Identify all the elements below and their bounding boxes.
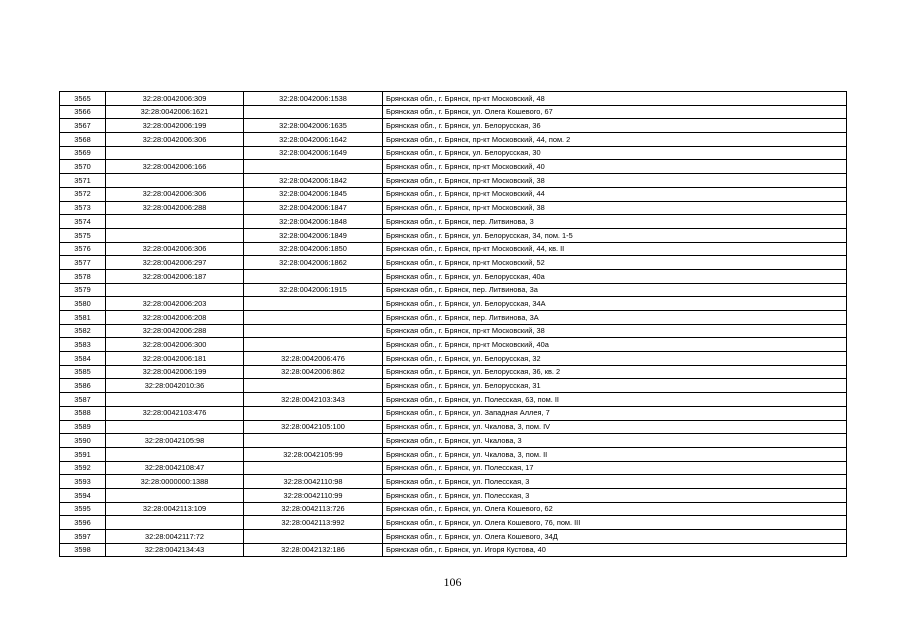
land-cadastral-number-cell: 32:28:0042006:306	[106, 187, 244, 201]
address-cell: Брянская обл., г. Брянск, ул. Белорусская, 34А	[383, 297, 847, 311]
address-cell: Брянская обл., г. Брянск, ул. Полесская, 63, пом. II	[383, 393, 847, 407]
address-cell: Брянская обл., г. Брянск, ул. Олега Кошевого, 67	[383, 105, 847, 119]
address-cell: Брянская обл., г. Брянск, ул. Олега Кошевого, 34Д	[383, 530, 847, 544]
table-row	[60, 160, 847, 174]
object-cadastral-number-cell: 32:28:0042132:186	[244, 543, 383, 557]
row-number-cell: 3589	[60, 420, 106, 434]
object-cadastral-number-cell: 32:28:0042006:1842	[244, 174, 383, 188]
table-row	[60, 447, 847, 461]
land-cadastral-number-cell: 32:28:0042113:109	[106, 502, 244, 516]
land-cadastral-number-cell: 32:28:0042006:1621	[106, 105, 244, 119]
row-number-cell: 3597	[60, 530, 106, 544]
table-row	[60, 105, 847, 119]
table-row	[60, 92, 847, 106]
land-cadastral-number-cell: 32:28:0042006:297	[106, 256, 244, 270]
table-row	[60, 475, 847, 489]
land-cadastral-number-cell: 32:28:0042006:288	[106, 324, 244, 338]
address-cell: Брянская обл., г. Брянск, пр-кт Московский, 44, пом. 2	[383, 133, 847, 147]
row-number-cell: 3585	[60, 365, 106, 379]
object-cadastral-number-cell: 32:28:0042105:100	[244, 420, 383, 434]
land-cadastral-number-cell: 32:28:0042006:187	[106, 269, 244, 283]
object-cadastral-number-cell: 32:28:0042006:1915	[244, 283, 383, 297]
table-row	[60, 434, 847, 448]
object-cadastral-number-cell	[244, 406, 383, 420]
row-number-cell: 3591	[60, 447, 106, 461]
land-cadastral-number-cell	[106, 420, 244, 434]
object-cadastral-number-cell	[244, 269, 383, 283]
table-row	[60, 242, 847, 256]
object-cadastral-number-cell: 32:28:0042110:98	[244, 475, 383, 489]
land-cadastral-number-cell: 32:28:0042006:181	[106, 352, 244, 366]
land-cadastral-number-cell	[106, 447, 244, 461]
row-number-cell: 3583	[60, 338, 106, 352]
row-number-cell: 3568	[60, 133, 106, 147]
table-row	[60, 516, 847, 530]
object-cadastral-number-cell	[244, 297, 383, 311]
land-cadastral-number-cell: 32:28:0042006:288	[106, 201, 244, 215]
address-cell: Брянская обл., г. Брянск, пр-кт Московский, 38	[383, 324, 847, 338]
land-cadastral-number-cell: 32:28:0042134:43	[106, 543, 244, 557]
land-cadastral-number-cell: 32:28:0042006:208	[106, 311, 244, 325]
address-cell: Брянская обл., г. Брянск, ул. Белорусская, 32	[383, 352, 847, 366]
row-number-cell: 3579	[60, 283, 106, 297]
row-number-cell: 3570	[60, 160, 106, 174]
row-number-cell: 3573	[60, 201, 106, 215]
table-row	[60, 174, 847, 188]
address-cell: Брянская обл., г. Брянск, ул. Белорусская, 34, пом. 1-5	[383, 228, 847, 242]
address-cell: Брянская обл., г. Брянск, ул. Белорусская, 40а	[383, 269, 847, 283]
table-row	[60, 379, 847, 393]
land-cadastral-number-cell	[106, 488, 244, 502]
address-cell: Брянская обл., г. Брянск, пер. Литвинова, 3А	[383, 311, 847, 325]
object-cadastral-number-cell: 32:28:0042006:1642	[244, 133, 383, 147]
object-cadastral-number-cell: 32:28:0042006:476	[244, 352, 383, 366]
table-row	[60, 530, 847, 544]
table-row	[60, 461, 847, 475]
object-cadastral-number-cell: 32:28:0042113:992	[244, 516, 383, 530]
object-cadastral-number-cell: 32:28:0042006:1849	[244, 228, 383, 242]
row-number-cell: 3580	[60, 297, 106, 311]
object-cadastral-number-cell	[244, 105, 383, 119]
table-row	[60, 502, 847, 516]
table-row	[60, 119, 847, 133]
land-cadastral-number-cell: 32:28:0042006:199	[106, 365, 244, 379]
table-row	[60, 201, 847, 215]
address-cell: Брянская обл., г. Брянск, ул. Белорусская, 30	[383, 146, 847, 160]
registry-table	[59, 91, 847, 557]
row-number-cell: 3584	[60, 352, 106, 366]
object-cadastral-number-cell	[244, 530, 383, 544]
object-cadastral-number-cell: 32:28:0042006:1649	[244, 146, 383, 160]
land-cadastral-number-cell	[106, 215, 244, 229]
land-cadastral-number-cell: 32:28:0042117:72	[106, 530, 244, 544]
row-number-cell: 3567	[60, 119, 106, 133]
land-cadastral-number-cell: 32:28:0042006:199	[106, 119, 244, 133]
object-cadastral-number-cell	[244, 434, 383, 448]
object-cadastral-number-cell: 32:28:0042006:1847	[244, 201, 383, 215]
row-number-cell: 3576	[60, 242, 106, 256]
object-cadastral-number-cell	[244, 311, 383, 325]
row-number-cell: 3594	[60, 488, 106, 502]
row-number-cell: 3593	[60, 475, 106, 489]
row-number-cell: 3592	[60, 461, 106, 475]
land-cadastral-number-cell: 32:28:0042108:47	[106, 461, 244, 475]
row-number-cell: 3565	[60, 92, 106, 106]
row-number-cell: 3577	[60, 256, 106, 270]
address-cell: Брянская обл., г. Брянск, ул. Чкалова, 3, пом. II	[383, 447, 847, 461]
row-number-cell: 3595	[60, 502, 106, 516]
object-cadastral-number-cell	[244, 160, 383, 174]
row-number-cell: 3582	[60, 324, 106, 338]
address-cell: Брянская обл., г. Брянск, пр-кт Московский, 38	[383, 201, 847, 215]
table-row	[60, 187, 847, 201]
table-row	[60, 543, 847, 557]
table-row	[60, 269, 847, 283]
address-cell: Брянская обл., г. Брянск, пр-кт Московский, 40	[383, 160, 847, 174]
row-number-cell: 3587	[60, 393, 106, 407]
land-cadastral-number-cell: 32:28:0042006:203	[106, 297, 244, 311]
address-cell: Брянская обл., г. Брянск, ул. Белорусская, 31	[383, 379, 847, 393]
table-row	[60, 256, 847, 270]
object-cadastral-number-cell	[244, 338, 383, 352]
registry-table-body	[60, 92, 847, 557]
land-cadastral-number-cell: 32:28:0042006:306	[106, 242, 244, 256]
object-cadastral-number-cell: 32:28:0042110:99	[244, 488, 383, 502]
table-row	[60, 228, 847, 242]
address-cell: Брянская обл., г. Брянск, ул. Игоря Кустова, 40	[383, 543, 847, 557]
row-number-cell: 3578	[60, 269, 106, 283]
row-number-cell: 3572	[60, 187, 106, 201]
land-cadastral-number-cell	[106, 174, 244, 188]
object-cadastral-number-cell	[244, 461, 383, 475]
address-cell: Брянская обл., г. Брянск, пр-кт Московский, 52	[383, 256, 847, 270]
land-cadastral-number-cell: 32:28:0042105:98	[106, 434, 244, 448]
row-number-cell: 3574	[60, 215, 106, 229]
table-row	[60, 406, 847, 420]
address-cell: Брянская обл., г. Брянск, ул. Чкалова, 3, пом. IV	[383, 420, 847, 434]
table-row	[60, 146, 847, 160]
object-cadastral-number-cell: 32:28:0042006:1538	[244, 92, 383, 106]
table-row	[60, 283, 847, 297]
table-row	[60, 133, 847, 147]
land-cadastral-number-cell: 32:28:0042006:166	[106, 160, 244, 174]
address-cell: Брянская обл., г. Брянск, ул. Олега Кошевого, 62	[383, 502, 847, 516]
row-number-cell: 3569	[60, 146, 106, 160]
row-number-cell: 3571	[60, 174, 106, 188]
land-cadastral-number-cell	[106, 228, 244, 242]
land-cadastral-number-cell: 32:28:0042010:36	[106, 379, 244, 393]
row-number-cell: 3575	[60, 228, 106, 242]
object-cadastral-number-cell: 32:28:0042006:1850	[244, 242, 383, 256]
land-cadastral-number-cell: 32:28:0042103:476	[106, 406, 244, 420]
row-number-cell: 3598	[60, 543, 106, 557]
land-cadastral-number-cell	[106, 283, 244, 297]
address-cell: Брянская обл., г. Брянск, ул. Полесская, 3	[383, 488, 847, 502]
object-cadastral-number-cell: 32:28:0042006:1848	[244, 215, 383, 229]
address-cell: Брянская обл., г. Брянск, пер. Литвинова, 3а	[383, 283, 847, 297]
row-number-cell: 3586	[60, 379, 106, 393]
object-cadastral-number-cell	[244, 324, 383, 338]
land-cadastral-number-cell	[106, 146, 244, 160]
table-row	[60, 324, 847, 338]
address-cell: Брянская обл., г. Брянск, пр-кт Московский, 48	[383, 92, 847, 106]
row-number-cell: 3590	[60, 434, 106, 448]
land-cadastral-number-cell	[106, 393, 244, 407]
object-cadastral-number-cell: 32:28:0042103:343	[244, 393, 383, 407]
table-row	[60, 352, 847, 366]
address-cell: Брянская обл., г. Брянск, ул. Полесская, 3	[383, 475, 847, 489]
land-cadastral-number-cell: 32:28:0042006:309	[106, 92, 244, 106]
page-number: 106	[443, 575, 462, 589]
object-cadastral-number-cell: 32:28:0042006:1845	[244, 187, 383, 201]
address-cell: Брянская обл., г. Брянск, пр-кт Московский, 38	[383, 174, 847, 188]
address-cell: Брянская обл., г. Брянск, пр-кт Московский, 44	[383, 187, 847, 201]
table-row	[60, 365, 847, 379]
land-cadastral-number-cell: 32:28:0042006:300	[106, 338, 244, 352]
table-row	[60, 338, 847, 352]
object-cadastral-number-cell: 32:28:0042006:862	[244, 365, 383, 379]
address-cell: Брянская обл., г. Брянск, пер. Литвинова, 3	[383, 215, 847, 229]
object-cadastral-number-cell: 32:28:0042006:1635	[244, 119, 383, 133]
table-row	[60, 420, 847, 434]
table-row	[60, 393, 847, 407]
address-cell: Брянская обл., г. Брянск, ул. Западная Аллея, 7	[383, 406, 847, 420]
row-number-cell: 3581	[60, 311, 106, 325]
table-row	[60, 311, 847, 325]
land-cadastral-number-cell	[106, 516, 244, 530]
address-cell: Брянская обл., г. Брянск, пр-кт Московский, 40а	[383, 338, 847, 352]
object-cadastral-number-cell: 32:28:0042105:99	[244, 447, 383, 461]
address-cell: Брянская обл., г. Брянск, ул. Белорусская, 36, кв. 2	[383, 365, 847, 379]
address-cell: Брянская обл., г. Брянск, ул. Чкалова, 3	[383, 434, 847, 448]
row-number-cell: 3596	[60, 516, 106, 530]
address-cell: Брянская обл., г. Брянск, ул. Полесская, 17	[383, 461, 847, 475]
object-cadastral-number-cell: 32:28:0042006:1862	[244, 256, 383, 270]
address-cell: Брянская обл., г. Брянск, ул. Олега Кошевого, 76, пом. III	[383, 516, 847, 530]
address-cell: Брянская обл., г. Брянск, ул. Белорусская, 36	[383, 119, 847, 133]
row-number-cell: 3588	[60, 406, 106, 420]
address-cell: Брянская обл., г. Брянск, пр-кт Московский, 44, кв. II	[383, 242, 847, 256]
land-cadastral-number-cell: 32:28:0042006:306	[106, 133, 244, 147]
row-number-cell: 3566	[60, 105, 106, 119]
object-cadastral-number-cell	[244, 379, 383, 393]
table-row	[60, 297, 847, 311]
object-cadastral-number-cell: 32:28:0042113:726	[244, 502, 383, 516]
land-cadastral-number-cell: 32:28:0000000:1388	[106, 475, 244, 489]
table-row	[60, 215, 847, 229]
table-row	[60, 488, 847, 502]
